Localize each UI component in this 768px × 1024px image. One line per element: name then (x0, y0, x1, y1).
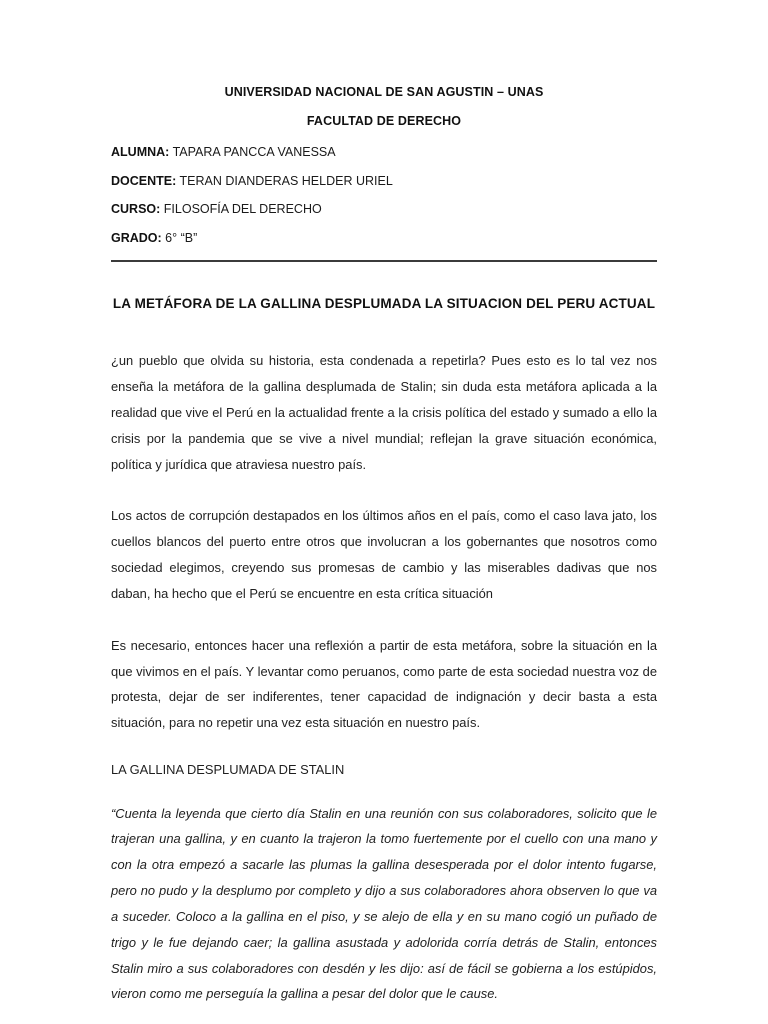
document-content (111, 85, 657, 1007)
header-divider (111, 260, 657, 262)
body-paragraph-2: Los actos de corrupción destapados en los últimos años en el país, como el caso lava jato, los cuellos blancos del puerto entre otros que involucran a los gobernantes que nosotros como sociedad elegimos, creyendo sus promesas de cambio y las miserables dadivas que nos daban, ha hecho que el Perú se encuentre en esta crítica situación (111, 508, 657, 601)
section-heading-gallina-desplumada: LA GALLINA DESPLUMADA DE STALIN (111, 761, 345, 777)
info-value-alumna: TAPARA PANCCA VANESSA (169, 145, 336, 159)
info-value-docente: TERAN DIANDERAS HELDER URIEL (176, 173, 393, 188)
info-value-grado: 6° “B” (161, 230, 198, 245)
info-row-docente (111, 174, 657, 190)
document-title: LA METÁFORA DE LA GALLINA DESPLUMADA LA SITUACION DEL PERU ACTUAL (112, 295, 656, 311)
info-value-curso: FILOSOFÍA DEL DERECHO (160, 202, 322, 217)
body-paragraph-1: ¿un pueblo que olvida su historia, esta condenada a repetirla? Pues esto es lo tal vez nos enseña la metáfora de la gallina desplumada de Stalin; sin duda esta metáfora aplicada a la realidad que vive el Perú en la actualidad frente a la crisis política del estado y sumado a ello la crisis por la pandemia que se vive a nivel mundial; reflejan la grave situación económica, política y jurídica que atraviesa nuestro país. (111, 353, 657, 472)
body-paragraph-3: Es necesario, entonces hacer una reflexión a partir de esta metáfora, sobre la situación en la que vivimos en el país. Y levantar como peruanos, como parte de esta sociedad nuestra voz de protesta, dejar de ser indiferentes, tener capacidad de indignación y decir basta a esta situación, para no repetir una vez esta situación en nuestro país. (111, 637, 657, 731)
info-row-alumna (111, 145, 657, 161)
info-label-grado: GRADO: (111, 230, 162, 245)
quote-block-stalin-legend: “Cuenta la leyenda que cierto día Stalin en una reunión con sus colaboradores, solicito que le trajeran una gallina, y en cuanto la trajeron la tomo fuertemente por el cuello con una mano y con la otra empezó a sacarle las plumas la gallina desesperada por el dolor intento fugarse, pero no pudo y la desplumo por completo y dijo a sus colaboradores ahora observen lo que va a suceder. Coloco a la gallina en el piso, y se alejo de ella y en su mano cogió un puñado de trigo y le fue dejando caer; la gallina asustada y adolorida corría detrás de Stalin, entonces Stalin miro a sus colaboradores con desdén y les dijo: así de fácil se gobierna a los estúpidos, vieron como me perseguía la gallina a pesar del dolor que le cause. (111, 805, 657, 1002)
info-label-alumna: ALUMNA: (111, 145, 170, 159)
faculty-name: FACULTAD DE DERECHO (306, 114, 462, 128)
info-label-docente: DOCENTE: (111, 173, 177, 188)
info-row-grado (111, 231, 657, 247)
university-name: UNIVERSIDAD NACIONAL DE SAN AGUSTIN – UNAS (224, 85, 544, 99)
info-label-curso: CURSO: (111, 202, 161, 217)
info-row-curso (111, 202, 657, 218)
